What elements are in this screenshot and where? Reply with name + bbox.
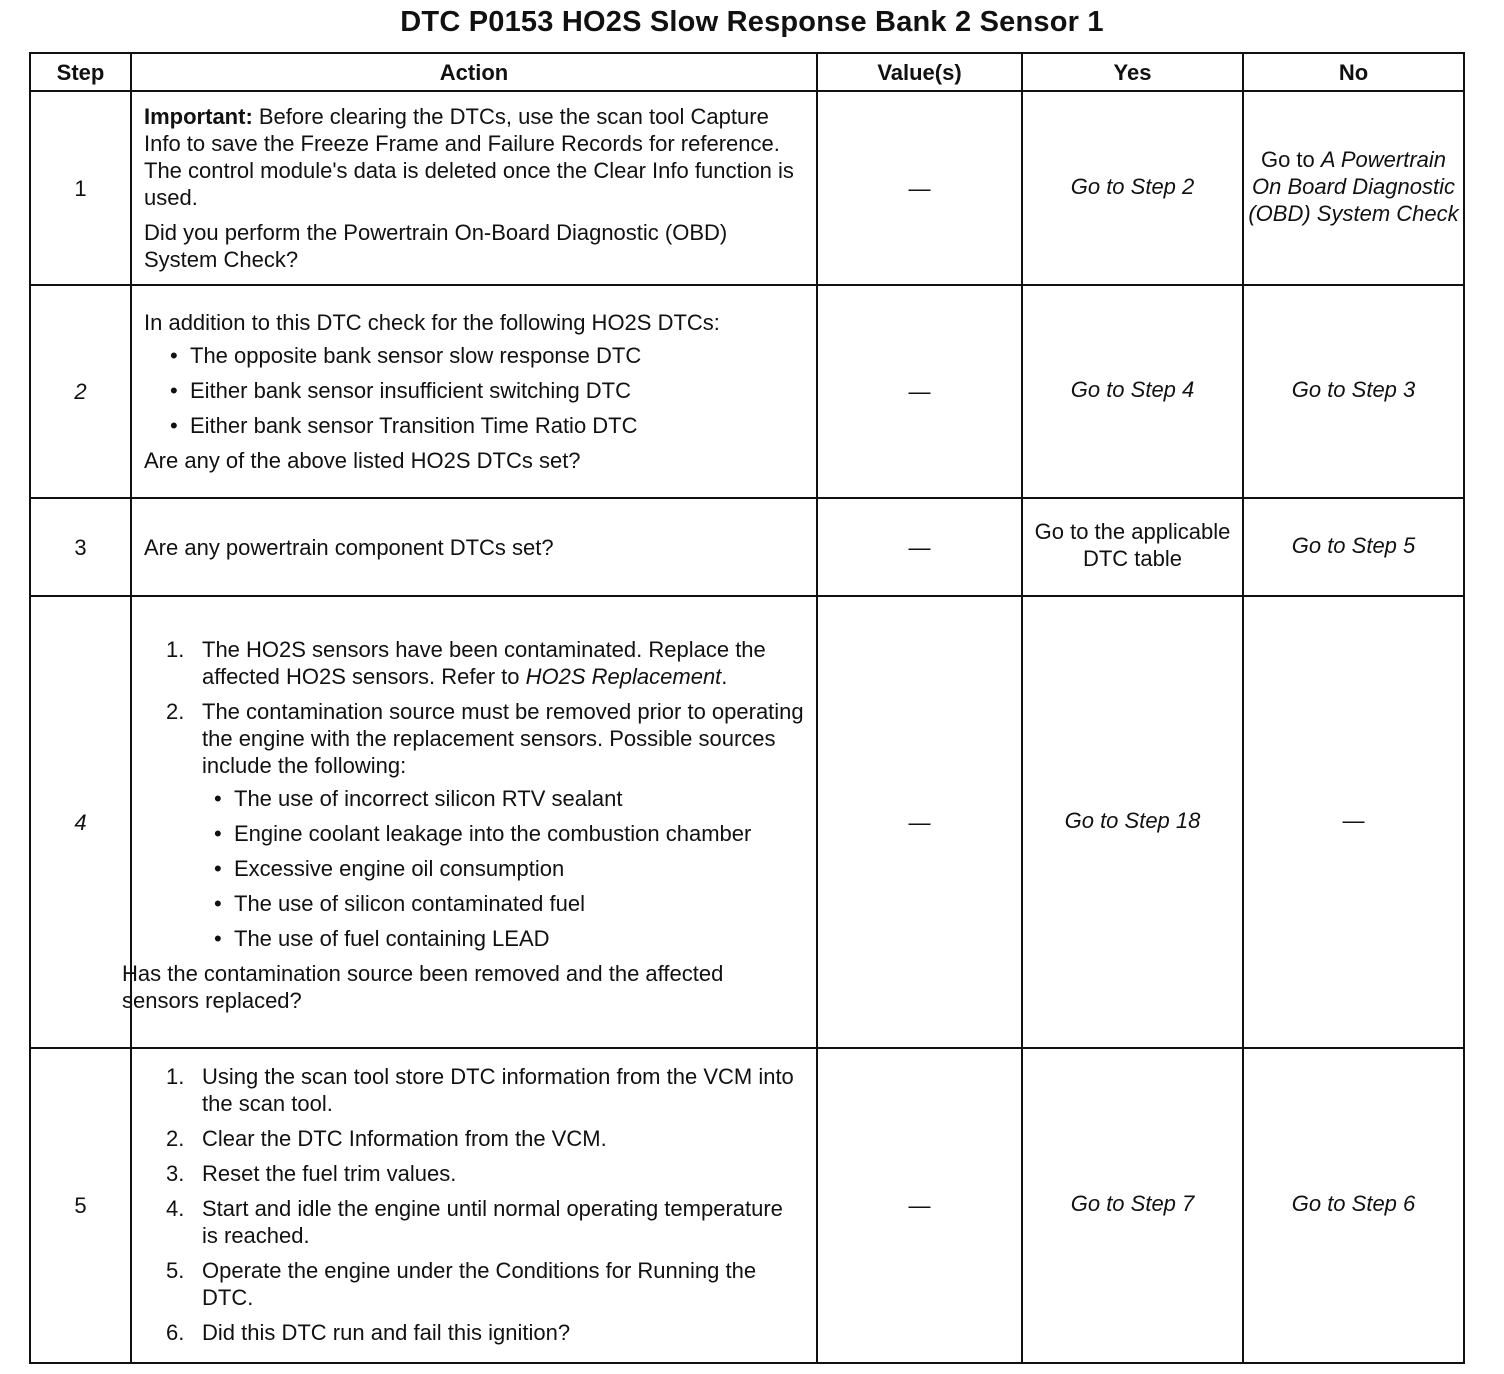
- action-cell: [122, 596, 817, 1048]
- item-number: 3.: [166, 1161, 185, 1186]
- item-number: 1.: [166, 637, 185, 662]
- action-intro: In addition to this DTC check for the following HO2S DTCs:: [144, 310, 720, 335]
- no-result: Go to Step 3: [1243, 285, 1464, 498]
- list-item: [166, 1257, 804, 1311]
- list-item: • The use of fuel containing LEAD: [212, 925, 804, 952]
- list-item: [166, 1125, 804, 1152]
- step-number: 5: [30, 1048, 131, 1363]
- numbered-list: [144, 1063, 804, 1346]
- value-cell: —: [817, 1048, 1022, 1363]
- header-step: Step: [30, 53, 131, 91]
- value-cell: —: [817, 285, 1022, 498]
- important-text: Before clearing the DTCs, use the scan tool Capture Info to save the Freeze Frame and Failure Records for reference. The control module's data is deleted once the Clear Info function is used.: [144, 104, 794, 210]
- important-note: [144, 103, 804, 211]
- item-text: The contamination source must be removed prior to operating the engine with the replacement sensors. Possible sources include the following:: [202, 699, 804, 778]
- yes-result: Go to Step 18: [1022, 596, 1243, 1048]
- step-number: 3: [30, 498, 131, 596]
- no-result-link: A Powertrain On Board Diagnostic (OBD) System Check: [1248, 146, 1459, 226]
- action-question: Are any powertrain component DTCs set?: [144, 534, 554, 560]
- list-item: [166, 698, 804, 952]
- item-text: Operate the engine under the Conditions for Running the DTC.: [202, 1258, 757, 1310]
- action-cell: [131, 1048, 817, 1363]
- step-number: 1: [30, 91, 131, 285]
- item-number: 4.: [166, 1196, 185, 1221]
- bullet-list: [144, 342, 804, 439]
- item-text: Did this DTC run and fail this ignition?: [202, 1320, 571, 1345]
- value-cell: —: [817, 91, 1022, 285]
- replacement-reference: HO2S Replacement: [525, 664, 722, 689]
- numbered-list: [144, 636, 804, 952]
- list-item: • The use of silicon contaminated fuel: [212, 890, 804, 917]
- action-cell: [131, 498, 817, 596]
- table-row: [30, 91, 1464, 285]
- no-result: [1243, 91, 1464, 285]
- step-number: 4: [30, 596, 131, 1048]
- list-item: [166, 1160, 804, 1187]
- list-item: • The opposite bank sensor slow response DTC: [168, 342, 804, 369]
- list-item: • The use of incorrect silicon RTV sealant: [212, 785, 804, 812]
- header-no: No: [1243, 53, 1464, 91]
- list-item: [166, 1319, 804, 1346]
- list-item: • Engine coolant leakage into the combustion chamber: [212, 820, 804, 847]
- item-text: Reset the fuel trim values.: [202, 1161, 457, 1186]
- page-title: DTC P0153 HO2S Slow Response Bank 2 Sensor 1: [400, 6, 1104, 38]
- yes-result: Go to Step 2: [1022, 91, 1243, 285]
- header-action: Action: [131, 53, 817, 91]
- item-text: Clear the DTC Information from the VCM.: [202, 1126, 607, 1151]
- yes-result: Go to the applicable DTC table: [1022, 498, 1243, 596]
- action-cell: [131, 285, 817, 498]
- table-row: [30, 596, 1464, 1048]
- table-row: [30, 1048, 1464, 1363]
- no-result: Go to Step 5: [1243, 498, 1464, 596]
- action-question: Are any of the above listed HO2S DTCs set?: [144, 448, 581, 473]
- item-text: The HO2S sensors have been contaminated. Replace the affected HO2S sensors. Refer to: [202, 637, 766, 689]
- yes-result: Go to Step 4: [1022, 285, 1243, 498]
- item-number: 6.: [166, 1320, 185, 1345]
- item-number: 5.: [166, 1258, 185, 1283]
- header-yes: Yes: [1022, 53, 1243, 91]
- no-result: Go to Step 6: [1243, 1048, 1464, 1363]
- no-result: —: [1243, 596, 1464, 1048]
- item-number: 2.: [166, 699, 185, 724]
- bullet-list: [202, 785, 804, 952]
- item-text: Start and idle the engine until normal operating temperature is reached.: [202, 1196, 783, 1248]
- action-cell: [131, 91, 817, 285]
- item-text-end: .: [721, 664, 728, 689]
- list-item: • Excessive engine oil consumption: [212, 855, 804, 882]
- value-cell: —: [817, 596, 1022, 1048]
- value-cell: —: [817, 498, 1022, 596]
- list-item: [166, 1063, 804, 1117]
- table-row: [30, 285, 1464, 498]
- list-item: • Either bank sensor insufficient switching DTC: [168, 377, 804, 404]
- table-header-row: [30, 53, 1464, 91]
- action-question: Did you perform the Powertrain On-Board Diagnostic (OBD) System Check?: [144, 220, 728, 272]
- list-item: • Either bank sensor Transition Time Ratio DTC: [168, 412, 804, 439]
- action-question: Has the contamination source been removed and the affected sensors replaced?: [122, 961, 724, 1013]
- list-item: [166, 1195, 804, 1249]
- table-row: [30, 498, 1464, 596]
- item-number: 1.: [166, 1064, 185, 1089]
- diagnostic-table: [29, 52, 1465, 1364]
- item-text: Using the scan tool store DTC information from the VCM into the scan tool.: [202, 1064, 794, 1116]
- header-values: Value(s): [817, 53, 1022, 91]
- item-number: 2.: [166, 1126, 185, 1151]
- step-number: 2: [30, 285, 131, 498]
- no-result-prefix: Go to: [1260, 146, 1321, 172]
- yes-result: Go to Step 7: [1022, 1048, 1243, 1363]
- important-label: Important:: [144, 104, 253, 129]
- list-item: [166, 636, 804, 690]
